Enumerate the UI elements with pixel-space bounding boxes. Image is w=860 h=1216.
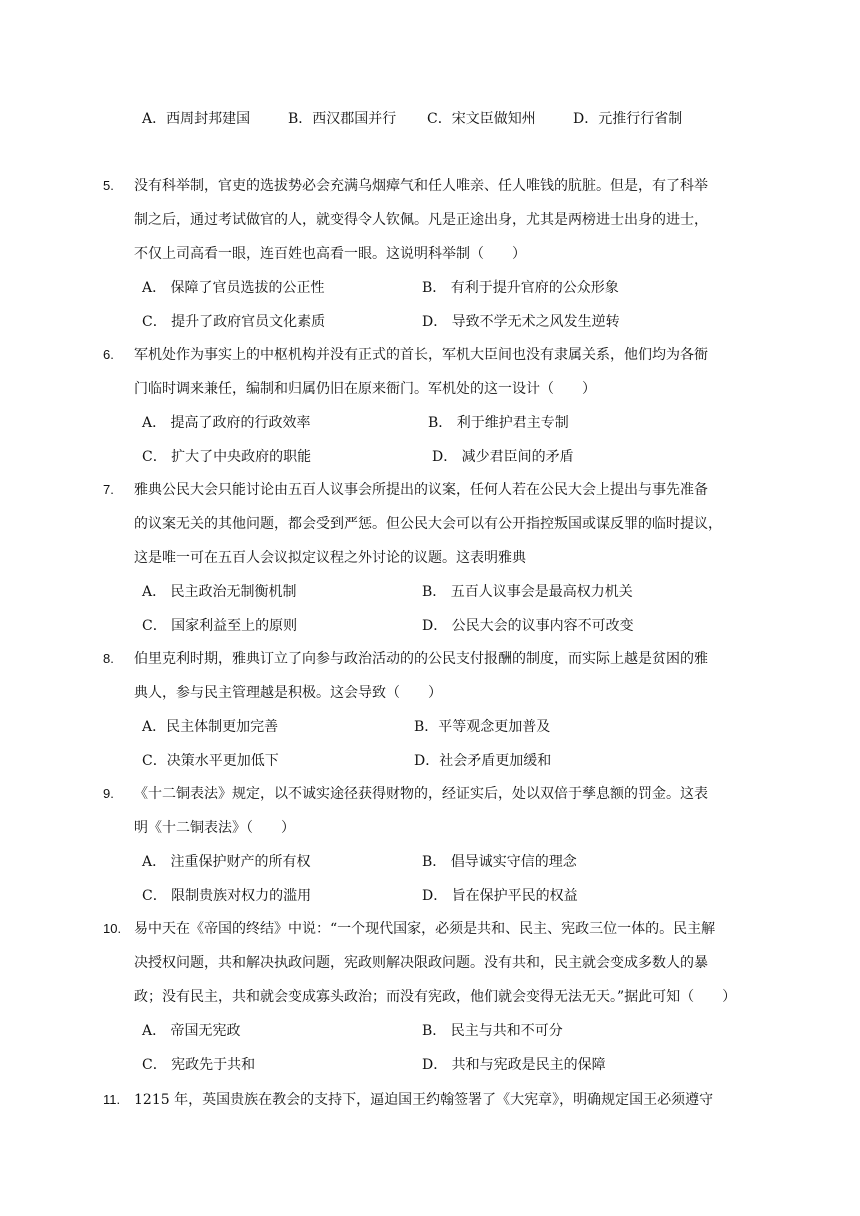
option-b: B．西汉郡国并行 <box>288 111 397 127</box>
question-text-line: 政；没有民主，共和就会变成寡头政治；而没有宪政，他们就会变得无法无天。”据此可知（ ） <box>134 989 737 1005</box>
option-d: D．社会矛盾更加缓和 <box>414 753 552 769</box>
question-text-line: 没有科举制，官吏的选拔势必会充满乌烟瘴气和任人唯亲、任人唯钱的肮脏。但是，有了科举 <box>134 178 708 194</box>
question-text-line: 这是唯一可在五百人会议拟定议程之外讨论的议题。这表明雅典 <box>134 550 526 566</box>
question-text-line: 伯里克利时期，雅典订立了向参与政治活动的的公民支付报酬的制度，而实际上越是贫困的雅 <box>134 651 708 667</box>
option-c: C． 限制贵族对权力的滥用 <box>142 888 312 904</box>
question-number: 8. <box>103 651 114 666</box>
option-c: C．决策水平更加低下 <box>142 753 279 769</box>
question-text-line: 典人，参与民主管理越是积极。这会导致（ ） <box>134 685 442 701</box>
question-number: 9. <box>103 786 114 801</box>
question-number: 7. <box>103 482 114 497</box>
question-text-line: 易中天在《帝国的终结》中说：“一个现代国家，必须是共和、民主、宪政三位一体的。民主解 <box>134 921 716 937</box>
option-c: C．宋文臣做知州 <box>427 111 536 127</box>
question-text-line: 军机处作为事实上的中枢机构并没有正式的首长，军机大臣间也没有隶属关系，他们均为各衙 <box>134 347 708 363</box>
option-d: D． 导致不学无术之风发生逆转 <box>422 314 620 330</box>
option-c: C． 扩大了中央政府的职能 <box>142 449 312 465</box>
option-b: B． 倡导诚实守信的理念 <box>422 854 577 870</box>
question-text-line: 1215 年，英国贵族在教会的支持下，逼迫国王约翰签署了《大宪章》，明确规定国王必须遵守 <box>134 1092 714 1108</box>
option-a: A． 提高了政府的行政效率 <box>142 415 311 431</box>
option-d: D．元推行行省制 <box>573 111 683 127</box>
question-text-line: 决授权问题，共和解决执政问题，宪政则解决限政问题。没有共和，民主就会变成多数人的暴 <box>134 955 708 971</box>
option-d: D． 旨在保护平民的权益 <box>422 888 578 904</box>
option-b: B． 有利于提升官府的公众形象 <box>422 280 619 296</box>
question-number: 11. <box>103 1092 121 1107</box>
question-text-line: 明《十二铜表法》（ ） <box>134 820 295 836</box>
option-a: A．民主体制更加完善 <box>142 719 279 735</box>
option-a: A． 民主政治无制衡机制 <box>142 584 297 600</box>
question-text-line: 《十二铜表法》规定，以不诚实途径获得财物的，经证实后，处以双倍于孳息额的罚金。这表 <box>134 786 708 802</box>
option-c: C． 提升了政府官员文化素质 <box>142 314 326 330</box>
question-text-line: 门临时调来兼任，编制和归属仍旧在原来衙门。军机处的这一设计（ ） <box>134 381 596 397</box>
question-number: 6. <box>103 347 114 362</box>
question-number: 10. <box>103 921 122 936</box>
question-text-line: 不仅上司高看一眼，连百姓也高看一眼。这说明科举制（ ） <box>134 246 526 262</box>
option-d: D． 公民大会的议事内容不可改变 <box>422 618 634 634</box>
option-d: D． 共和与宪政是民主的保障 <box>422 1057 606 1073</box>
option-a: A． 保障了官员选拔的公正性 <box>142 280 325 296</box>
option-b: B． 五百人议事会是最高权力机关 <box>422 584 633 600</box>
question-number: 5. <box>103 178 114 193</box>
option-b: B． 民主与共和不可分 <box>422 1023 563 1039</box>
option-a: A． 注重保护财产的所有权 <box>142 854 311 870</box>
option-d: D． 减少君臣间的矛盾 <box>432 449 574 465</box>
question-text-line: 雅典公民大会只能讨论由五百人议事会所提出的议案，任何人若在公民大会上提出与事先准备 <box>134 482 708 498</box>
option-c: C． 宪政先于共和 <box>142 1057 256 1073</box>
option-a: A． 帝国无宪政 <box>142 1023 241 1039</box>
question-text-line: 的议案无关的其他问题，都会受到严惩。但公民大会可以有公开指控叛国或谋反罪的临时提议， <box>134 516 722 532</box>
option-b: B． 利于维护君主专制 <box>428 415 569 431</box>
option-a: A．西周封邦建国 <box>142 111 251 127</box>
option-b: B．平等观念更加普及 <box>414 719 551 735</box>
option-c: C． 国家利益至上的原则 <box>142 618 298 634</box>
question-text-line: 制之后，通过考试做官的人，就变得令人钦佩。凡是正途出身，尤其是两榜进士出身的进士， <box>134 212 708 228</box>
